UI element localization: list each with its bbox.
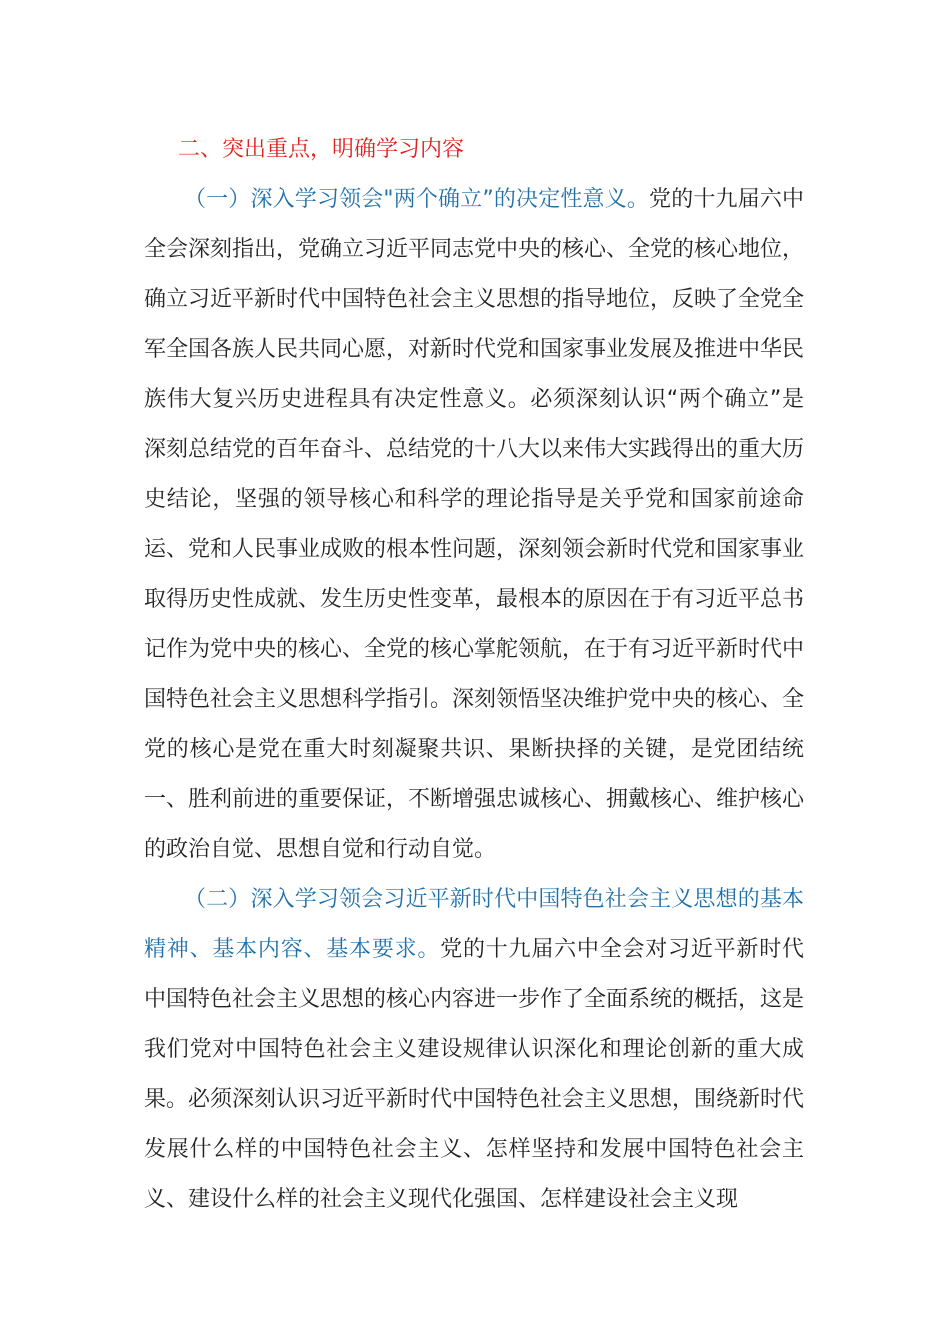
section-heading: 二、突出重点，明确学习内容 [178,137,465,162]
paragraph-2-lead: （二）深入学习领会习近平新时代中国特色社会主义思想的基本精神、基本内容、基本要求。 [144,887,804,962]
document-page [144,125,804,1225]
paragraph-1 [144,175,804,875]
paragraph-1-body: 党的十九届六中全会深刻指出，党确立习近平同志党中央的核心、全党的核心地位，确立习近平新时代中国特色社会主义思想的指导地位，反映了全党全军全国各族人民共同心愿，对新时代党和国家事业发展及推进中华民族伟大复兴历史进程具有决定性意义。必须深刻认识“两个确立”是深刻总结党的百年奋斗、总结党的十八大以来伟大实践得出的重大历史结论，坚强的领导核心和科学的理论指导是关乎党和国家前途命运、党和人民事业成败的根本性问题，深刻领会新时代党和国家事业取得历史性成就、发生历史性变革，最根本的原因在于有习近平总书记作为党中央的核心、全党的核心掌舵领航，在于有习近平新时代中国特色社会主义思想科学指引。深刻领悟坚决维护党中央的核心、全党的核心是党在重大时刻凝聚共识、果断抉择的关键，是党团结统一、胜利前进的重要保证，不断增强忠诚核心、拥戴核心、维护核心的政治自觉、思想自觉和行动自觉。 [144,187,805,862]
paragraph-1-lead: （一）深入学习领会"两个确立”的决定性意义。 [184,187,650,212]
paragraph-2-body: 党的十九届六中全会对习近平新时代中国特色社会主义思想的核心内容进一步作了全面系统的概括，这是我们党对中国特色社会主义建设规律认识深化和理论创新的重大成果。必须深刻认识习近平新时代中国特色社会主义思想，围绕新时代发展什么样的中国特色社会主义、怎样坚持和发展中国特色社会主义、建设什么样的社会主义现代化强国、怎样建设社会主义现 [144,937,805,1212]
paragraph-2 [144,875,804,1225]
